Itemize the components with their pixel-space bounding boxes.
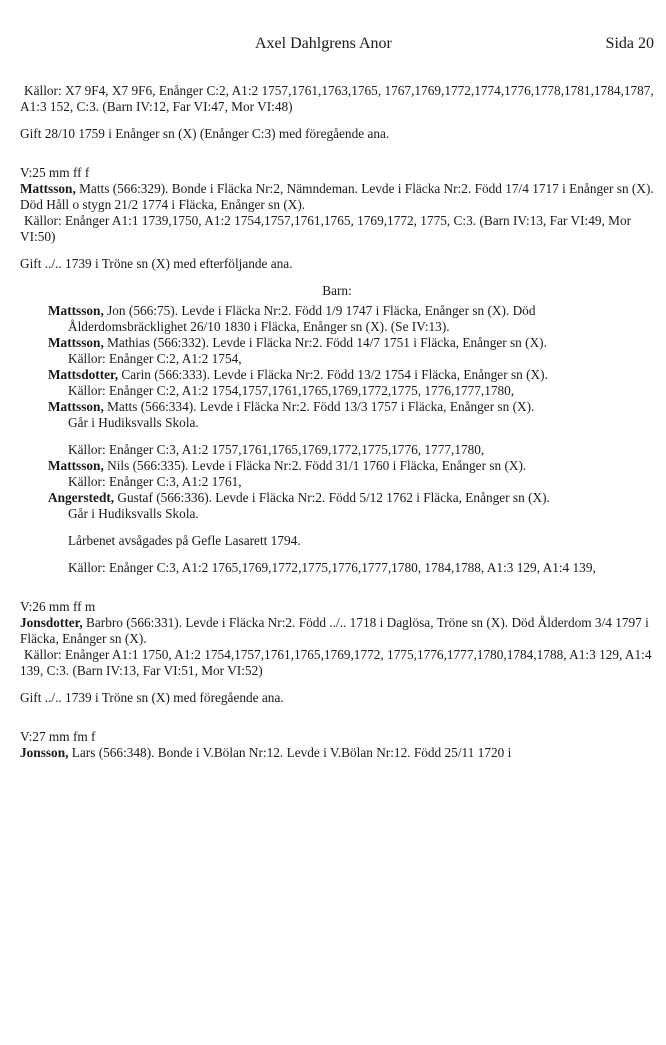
child-details: Carin (566:333). Levde i Fläcka Nr:2. Född 13/2 1754 i Fläcka, Enånger sn (X).	[118, 367, 548, 382]
child-note: Källor: Enånger C:2, A1:2 1754,	[68, 351, 242, 366]
person-surname: Mattsson,	[20, 181, 76, 196]
marriage-line: Gift ../.. 1739 i Tröne sn (X) med föregående ana.	[20, 690, 284, 705]
child-surname: Mattsson,	[48, 399, 104, 414]
person-surname: Jonsson,	[20, 745, 69, 760]
child-surname: Mattsdotter,	[48, 367, 119, 382]
child-note: Lårbenet avsågades på Gefle Lasarett 1794.	[68, 533, 301, 548]
person-details: Matts (566:329). Bonde i Fläcka Nr:2, Nämndeman. Levde i Fläcka Nr:2. Född 17/4 1717 i Enånger sn (X). Död Håll o stygn 21/2 1774 i Fläcka, Enånger sn (X).	[20, 181, 654, 212]
child-surname: Mattsson,	[48, 335, 104, 350]
child-details: Mathias (566:332). Levde i Fläcka Nr:2. Född 14/7 1751 i Fläcka, Enånger sn (X).	[103, 335, 547, 350]
intro-sources: Källor: X7 9F4, X7 9F6, Enånger C:2, A1:2 1757,1761,1763,1765, 1767,1769,1772,1774,1776,1778,1781,1784,1787, A1:3 152, C:3. (Barn IV:12, Far VI:47, Mor VI:48)	[20, 83, 654, 114]
person-details: Barbro (566:331). Levde i Fläcka Nr:2. Född ../.. 1718 i Daglösa, Tröne sn (X). Död Ålderdom 3/4 1797 i Fläcka, Enånger sn (X).	[20, 615, 649, 646]
child-entry	[20, 367, 654, 383]
entry-label: V:26 mm ff m	[20, 599, 96, 614]
child-note: Källor: Enånger C:3, A1:2 1765,1769,1772,1775,1776,1777,1780, 1784,1788, A1:3 129, A1:4 139,	[68, 560, 596, 575]
marriage-line: Gift 28/10 1759 i Enånger sn (X) (Enånger C:3) med föregående ana.	[20, 126, 390, 141]
child-details: Jon (566:75). Levde i Fläcka Nr:2. Född 1/9 1747 i Fläcka, Enånger sn (X). Död Ålderdomsbräcklighet 26/10 1830 i Fläcka, Enånger sn (X). (Se IV:13).	[68, 303, 536, 334]
page-number: Sida 20	[605, 35, 654, 52]
child-entry	[20, 399, 654, 415]
child-entry	[20, 458, 654, 474]
entry-label: V:25 mm ff f	[20, 165, 90, 180]
person-surname: Jonsdotter,	[20, 615, 83, 630]
person-details: Lars (566:348). Bonde i V.Bölan Nr:12. Levde i V.Bölan Nr:12. Född 25/11 1720 i	[68, 745, 512, 760]
person-entry	[20, 745, 654, 761]
child-entry	[20, 335, 654, 351]
child-note: Går i Hudiksvalls Skola.	[68, 506, 199, 521]
child-surname: Angerstedt,	[48, 490, 115, 505]
child-details: Nils (566:335). Levde i Fläcka Nr:2. Född 31/1 1760 i Fläcka, Enånger sn (X).	[103, 458, 527, 473]
page-header	[0, 35, 666, 55]
child-note: Källor: Enånger C:3, A1:2 1757,1761,1765,1769,1772,1775,1776, 1777,1780,	[68, 442, 485, 457]
child-note: Källor: Enånger C:3, A1:2 1761,	[68, 474, 242, 489]
child-surname: Mattsson,	[48, 303, 104, 318]
person-entry	[20, 181, 654, 213]
child-note: Går i Hudiksvalls Skola.	[68, 415, 199, 430]
child-entry	[20, 490, 654, 506]
person-sources: Källor: Enånger A1:1 1750, A1:2 1754,1757,1761,1765,1769,1772, 1775,1776,1777,1780,1784,1788, A1:3 129, A1:4 139, C:3. (Barn IV:13, Far VI:51, Mor VI:52)	[20, 647, 652, 678]
child-entry	[20, 303, 654, 335]
marriage-line: Gift ../.. 1739 i Tröne sn (X) med efterföljande ana.	[20, 256, 293, 271]
child-details: Gustaf (566:336). Levde i Fläcka Nr:2. Född 5/12 1762 i Fläcka, Enånger sn (X).	[114, 490, 550, 505]
child-details: Matts (566:334). Levde i Fläcka Nr:2. Född 13/3 1757 i Fläcka, Enånger sn (X).	[103, 399, 535, 414]
entry-label: V:27 mm fm f	[20, 729, 96, 744]
child-surname: Mattsson,	[48, 458, 104, 473]
child-note: Källor: Enånger C:2, A1:2 1754,1757,1761,1765,1769,1772,1775, 1776,1777,1780,	[68, 383, 515, 398]
document-body	[20, 83, 654, 761]
children-heading: Barn:	[322, 283, 352, 298]
document-title: Axel Dahlgrens Anor	[255, 35, 392, 52]
person-sources: Källor: Enånger A1:1 1739,1750, A1:2 1754,1757,1761,1765, 1769,1772, 1775, C:3. (Barn IV:13, Far VI:49, Mor VI:50)	[20, 213, 632, 244]
person-entry	[20, 615, 654, 647]
